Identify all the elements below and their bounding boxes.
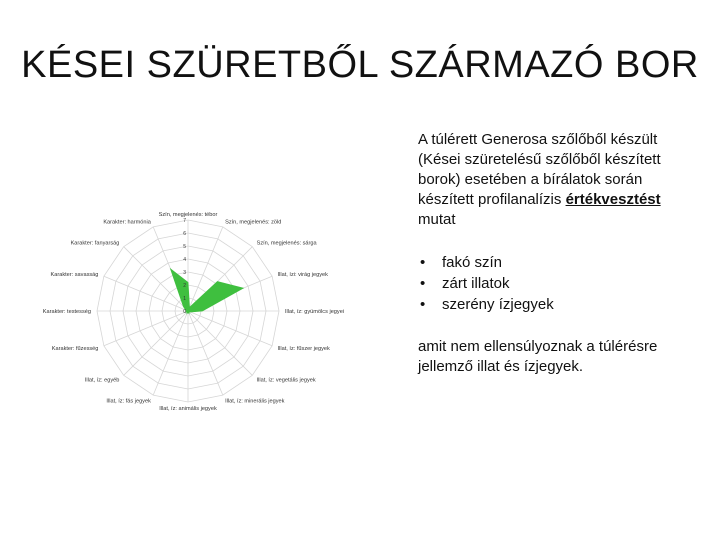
bullet-text: fakó szín [442,254,503,271]
slide-title: KÉSEI SZÜRETBŐL SZÁRMAZÓ BOR [21,44,699,86]
intro-underlined-word: értékvesztést [565,191,661,208]
bullet-item [418,294,698,315]
radar-spoke [124,311,188,375]
radar-tick-label: 0 [183,309,186,315]
radar-spoke [188,311,252,375]
bullet-item [418,252,698,273]
radar-axis-label: Karakter: savasság [50,271,99,278]
radar-axis-label: Illat, íz: egyéb [84,377,120,384]
radar-chart-svg [40,192,360,420]
radar-tick-label: 4 [183,257,186,263]
radar-tick-label: 6 [183,231,186,237]
radar-axis-label: Illat, íz: animális jegyek [159,406,217,412]
radar-axis-label: Karakter: fűzesség [51,346,99,353]
radar-axis-label: Illat, íz: fás jegyek [106,398,151,405]
radar-axis-label: Illat, íz: fűszer jegyek [277,346,330,353]
radar-axis-label: Karakter: testesség [42,309,91,315]
bullet-list [418,252,698,315]
text-content [418,130,698,377]
conclusion-paragraph: amit nem ellensúlyoznak a túlérésre jellemző illat és ízjegyek. [418,338,658,375]
radar-axis-label: Szín, megjelenés: tébor [158,212,218,218]
bullet-dot-icon: • [420,275,426,292]
bullet-text: szerény ízjegyek [442,296,554,313]
radar-axis-label: Illat, íz: minerális jegyek [225,398,285,405]
radar-series-area [171,269,244,313]
radar-tick-label: 1 [183,296,186,302]
radar-axis-label: Szín, megjelenés: sárga [256,240,317,247]
radar-axis-label: Illat, íz: vegetális jegyek [256,377,316,384]
bullet-item [418,273,698,294]
bullet-dot-icon: • [420,296,426,313]
intro-tail: mutat [418,211,456,228]
radar-axis-label: Illat, ízi: virág jegyek [277,271,328,278]
radar-axis-label: Illat, íz: gyümölcs jegyei [285,309,345,315]
intro-paragraph [418,130,698,230]
radar-chart [40,192,360,420]
radar-tick-label: 2 [183,283,186,289]
radar-tick-label: 5 [183,244,186,250]
radar-axis-label: Szín, megjelenés: zöld [225,219,282,226]
radar-tick-label: 3 [183,270,186,276]
intro-text: A túlérett Generosa szőlőből készült (Kései szüretelésű szőlőből készített borok) esetében a bírálatok során készített profilanalízis [418,131,661,208]
radar-axis-label: Karakter: harmónia [103,219,151,226]
radar-axis-label: Karakter: fanyarság [70,240,120,247]
bullet-text: zárt illatok [442,275,510,292]
bullet-dot-icon: • [420,254,426,271]
radar-tick-label: 7 [183,218,186,224]
